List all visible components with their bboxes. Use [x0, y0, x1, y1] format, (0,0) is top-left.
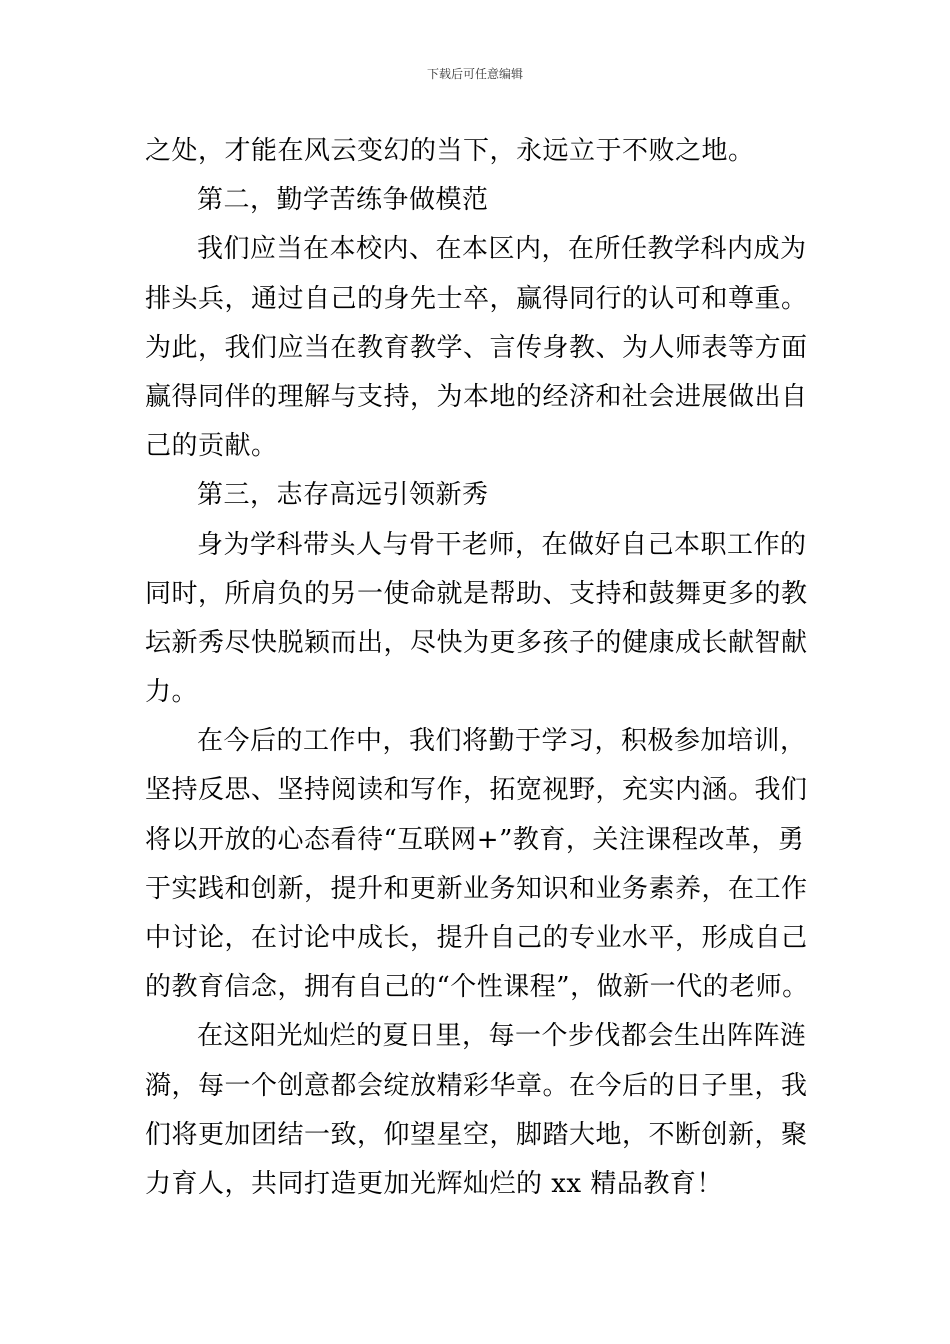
text-line: 将以开放的心态看待“互联网+”教育，关注课程改革，勇 [145, 824, 805, 855]
text-line: 同时，所肩负的另一使命就是帮助、支持和鼓舞更多的教 [145, 578, 808, 609]
heading-text: 第二，勤学苦练争做模范 [197, 185, 489, 216]
section-heading [145, 176, 811, 225]
continued-paragraph [145, 127, 811, 176]
text-line: 中讨论，在讨论中成长，提升自己的专业水平，形成自己 [145, 923, 808, 953]
text-line: 漪，每一个创意都会绽放精彩华章。在今后的日子里，我 [145, 1070, 808, 1101]
paragraph [145, 521, 811, 718]
text-line: 排头兵，通过自己的身先士卒，赢得同行的认可和尊重。 [145, 283, 808, 314]
page-header: 下载后可任意编辑 [426, 67, 523, 81]
section-heading [145, 471, 811, 520]
text-line: 坛新秀尽快脱颖而出，尽快为更多孩子的健康成长献智献 [145, 627, 808, 658]
paragraph [145, 225, 811, 471]
text-line: 身为学科带头人与骨干老师，在做好自己本职工作的 [197, 529, 807, 560]
text-line: 在这阳光灿烂的夏日里，每一个步伐都会生出阵阵涟 [197, 1021, 807, 1052]
text-line: 于实践和创新，提升和更新业务知识和业务素养，在工作 [145, 873, 808, 904]
paragraph [145, 717, 811, 1012]
heading-text: 第三，志存高远引领新秀 [197, 480, 489, 511]
text-line: 之处，才能在风云变幻的当下，永远立于不败之地。 [145, 136, 755, 166]
document-body [145, 127, 811, 1209]
text-line: 在今后的工作中，我们将勤于学习，积极参加培训， [197, 726, 807, 757]
text-line: 我们应当在本校内、在本区内，在所任教学科内成为 [197, 234, 807, 265]
text-line: 己的贡献。 [145, 431, 278, 462]
text-line: 们将更加团结一致，仰望星空，脚踏大地，不断创新，聚 [145, 1119, 808, 1150]
text-line: 为此，我们应当在教育教学、言传身教、为人师表等方面 [145, 332, 808, 363]
paragraph [145, 1012, 811, 1209]
text-line: 赢得同伴的理解与支持，为本地的经济和社会进展做出自 [145, 381, 808, 412]
text-line: 坚持反思、坚持阅读和写作，拓宽视野，充实内涵。我们 [145, 775, 808, 806]
text-line: 的教育信念，拥有自己的“个性课程”，做新一代的老师。 [145, 972, 809, 1003]
text-line: 力。 [145, 677, 199, 708]
text-line: 力育人，共同打造更加光辉灿烂的 xx 精品教育！ [145, 1168, 723, 1199]
